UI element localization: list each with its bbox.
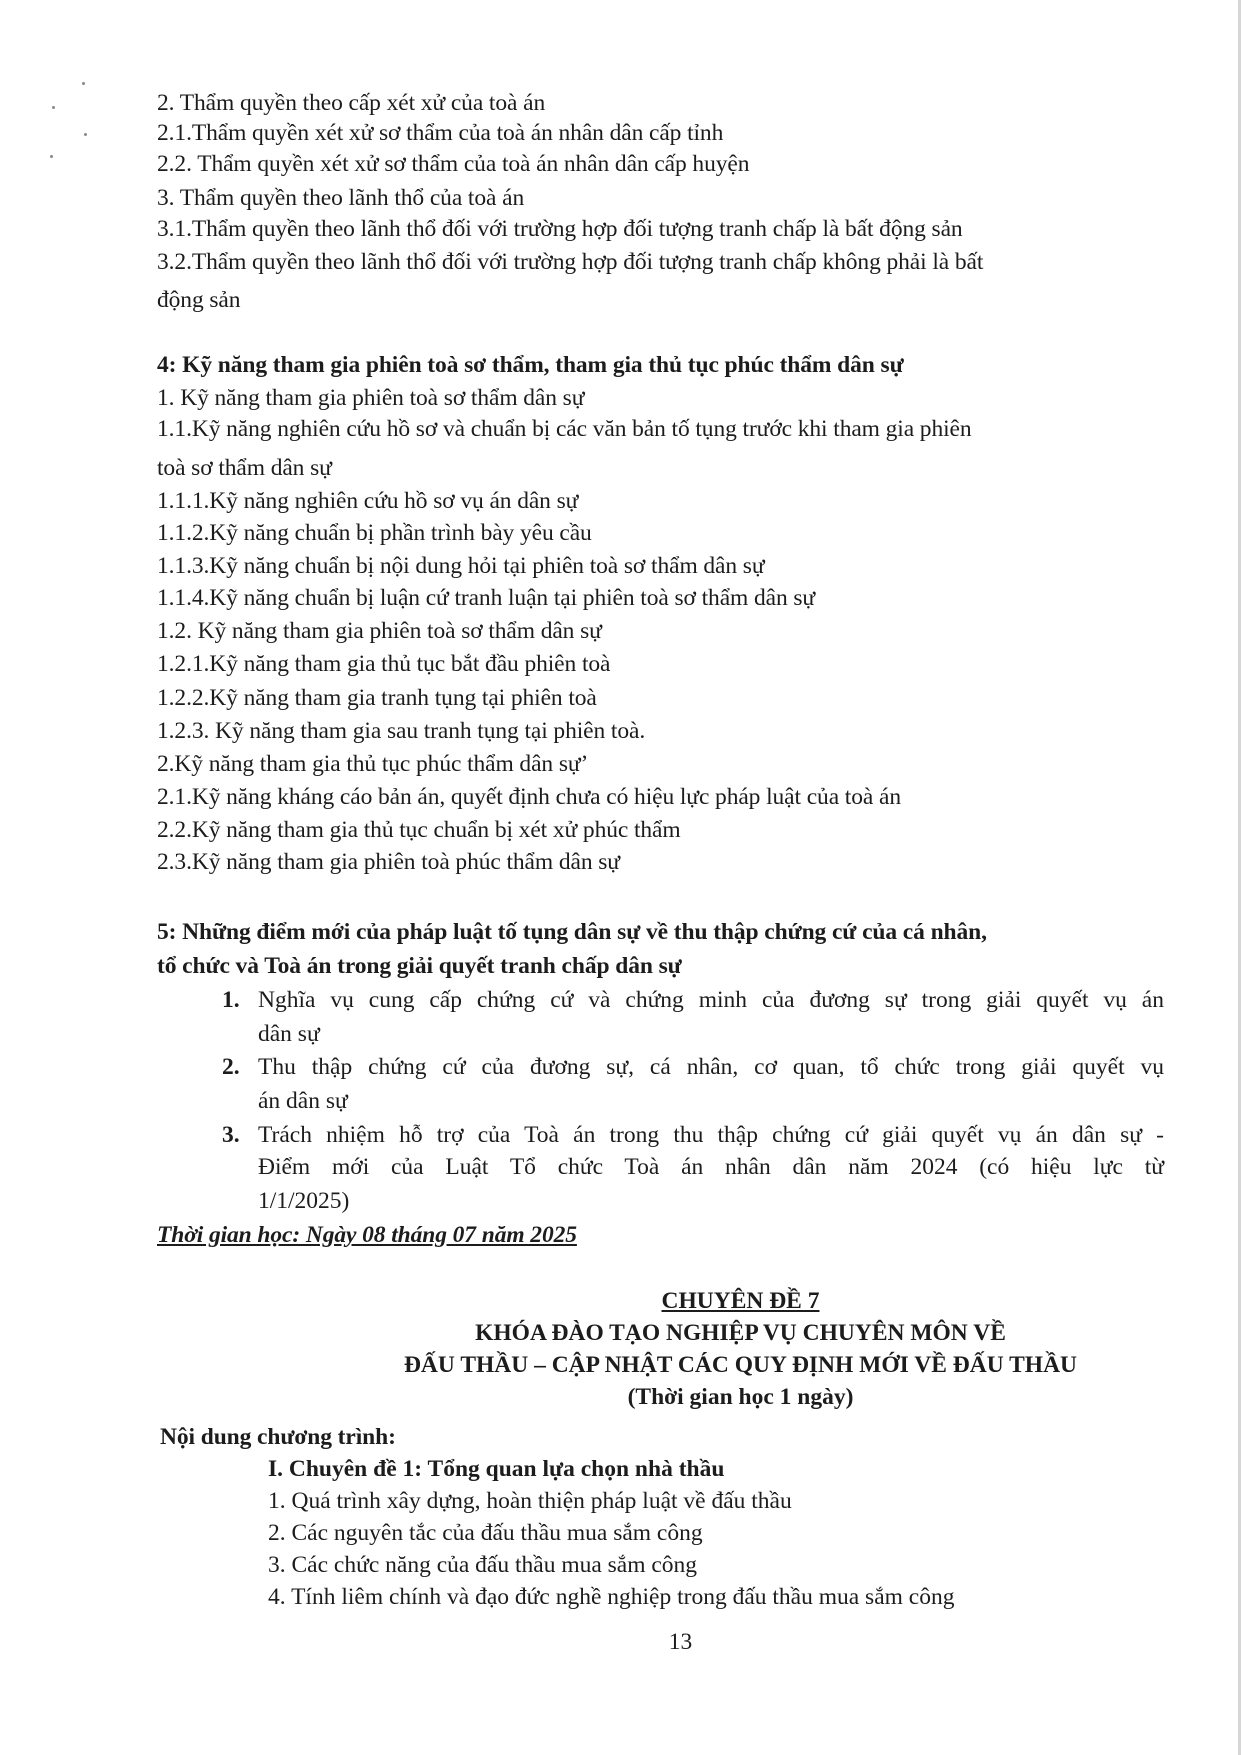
list-item: dân sự <box>258 1021 320 1047</box>
list-item: Điểm mới của Luật Tổ chức Toà án nhân dân năm 2024 (có hiệu lực từ <box>258 1154 1164 1180</box>
scan-speck <box>50 155 53 158</box>
module-duration: (Thời gian học 1 ngày) <box>627 1384 854 1410</box>
text-line: toà sơ thẩm dân sự <box>157 455 332 481</box>
text-line: 1.2.3. Kỹ năng tham gia sau tranh tụng tại phiên toà. <box>157 718 646 744</box>
text-line: động sản <box>157 287 241 313</box>
text-line: 3.2.Thẩm quyền theo lãnh thổ đối với trường hợp đối tượng tranh chấp không phải là bất <box>157 249 984 275</box>
list-number: 1. <box>222 987 240 1013</box>
text-line: 2.2. Thẩm quyền xét xử sơ thẩm của toà án nhân dân cấp huyện <box>157 151 750 177</box>
text-line: 2. Thẩm quyền theo cấp xét xử của toà án <box>157 90 546 116</box>
text-line: 1.1.2.Kỹ năng chuẩn bị phần trình bày yêu cầu <box>157 520 592 546</box>
list-item: 3. Các chức năng của đấu thầu mua sắm công <box>268 1552 698 1578</box>
topic-heading: I. Chuyên đề 1: Tổng quan lựa chọn nhà thầu <box>268 1456 725 1482</box>
list-number: 3. <box>222 1122 240 1148</box>
program-label: Nội dung chương trình: <box>160 1424 396 1450</box>
list-item: Trách nhiệm hỗ trợ của Toà án trong thu thập chứng cứ giải quyết vụ án dân sự - <box>258 1122 1164 1148</box>
text-line: 2.Kỹ năng tham gia thủ tục phúc thẩm dân sự’ <box>157 751 589 777</box>
list-item: Thu thập chứng cứ của đương sự, cá nhân, cơ quan, tổ chức trong giải quyết vụ <box>258 1054 1164 1080</box>
text-line: 2.1.Thẩm quyền xét xử sơ thẩm của toà án nhân dân cấp tỉnh <box>157 120 724 146</box>
text-line: 3. Thẩm quyền theo lãnh thổ của toà án <box>157 185 525 211</box>
list-item: 4. Tính liêm chính và đạo đức nghề nghiệp trong đấu thầu mua sắm công <box>268 1584 955 1610</box>
list-item: 2. Các nguyên tắc của đấu thầu mua sắm công <box>268 1520 703 1546</box>
text-line: 1.1.1.Kỹ năng nghiên cứu hồ sơ vụ án dân sự <box>157 488 579 514</box>
study-time: Thời gian học: Ngày 08 tháng 07 năm 2025 <box>157 1222 577 1248</box>
text-line: 1.2. Kỹ năng tham gia phiên toà sơ thẩm dân sự <box>157 618 602 644</box>
module-title: ĐẤU THẦU – CẬP NHẬT CÁC QUY ĐỊNH MỚI VỀ ĐẤU THẦU <box>403 1352 1078 1378</box>
text-line: 1.1.4.Kỹ năng chuẩn bị luận cứ tranh luận tại phiên toà sơ thẩm dân sự <box>157 585 816 611</box>
text-line: 2.3.Kỹ năng tham gia phiên toà phúc thẩm dân sự <box>157 849 620 875</box>
text-line: 1.2.2.Kỹ năng tham gia tranh tụng tại phiên toà <box>157 685 597 711</box>
text-line: 1.1.3.Kỹ năng chuẩn bị nội dung hỏi tại phiên toà sơ thẩm dân sự <box>157 553 765 579</box>
text-line: 3.1.Thẩm quyền theo lãnh thổ đối với trường hợp đối tượng tranh chấp là bất động sản <box>157 216 963 242</box>
list-item: 1. Quá trình xây dựng, hoàn thiện pháp luật về đấu thầu <box>268 1488 792 1514</box>
module-label: CHUYÊN ĐỀ 7 <box>661 1288 820 1314</box>
page-number: 13 <box>668 1629 693 1655</box>
section-heading: 4: Kỹ năng tham gia phiên toà sơ thẩm, tham gia thủ tục phúc thẩm dân sự <box>157 352 904 378</box>
text-line: 2.2.Kỹ năng tham gia thủ tục chuẩn bị xét xử phúc thẩm <box>157 817 681 843</box>
list-item: Nghĩa vụ cung cấp chứng cứ và chứng minh của đương sự trong giải quyết vụ án <box>258 987 1164 1013</box>
scan-speck <box>82 82 85 85</box>
text-line: 1. Kỹ năng tham gia phiên toà sơ thẩm dân sự <box>157 385 585 411</box>
section-heading: 5: Những điểm mới của pháp luật tố tụng dân sự về thu thập chứng cứ của cá nhân, <box>157 919 987 945</box>
scan-speck <box>84 133 87 136</box>
list-item: án dân sự <box>258 1088 348 1114</box>
text-line: 2.1.Kỹ năng kháng cáo bản án, quyết định chưa có hiệu lực pháp luật của toà án <box>157 784 901 810</box>
module-title: KHÓA ĐÀO TẠO NGHIỆP VỤ CHUYÊN MÔN VỀ <box>475 1320 1006 1346</box>
scan-speck <box>52 106 55 109</box>
list-item: 1/1/2025) <box>258 1188 350 1214</box>
text-line: 1.1.Kỹ năng nghiên cứu hồ sơ và chuẩn bị các văn bản tố tụng trước khi tham gia phiên <box>157 416 972 442</box>
list-number: 2. <box>222 1054 240 1080</box>
section-heading: tổ chức và Toà án trong giải quyết tranh chấp dân sự <box>157 953 682 979</box>
text-line: 1.2.1.Kỹ năng tham gia thủ tục bắt đầu phiên toà <box>157 651 611 677</box>
